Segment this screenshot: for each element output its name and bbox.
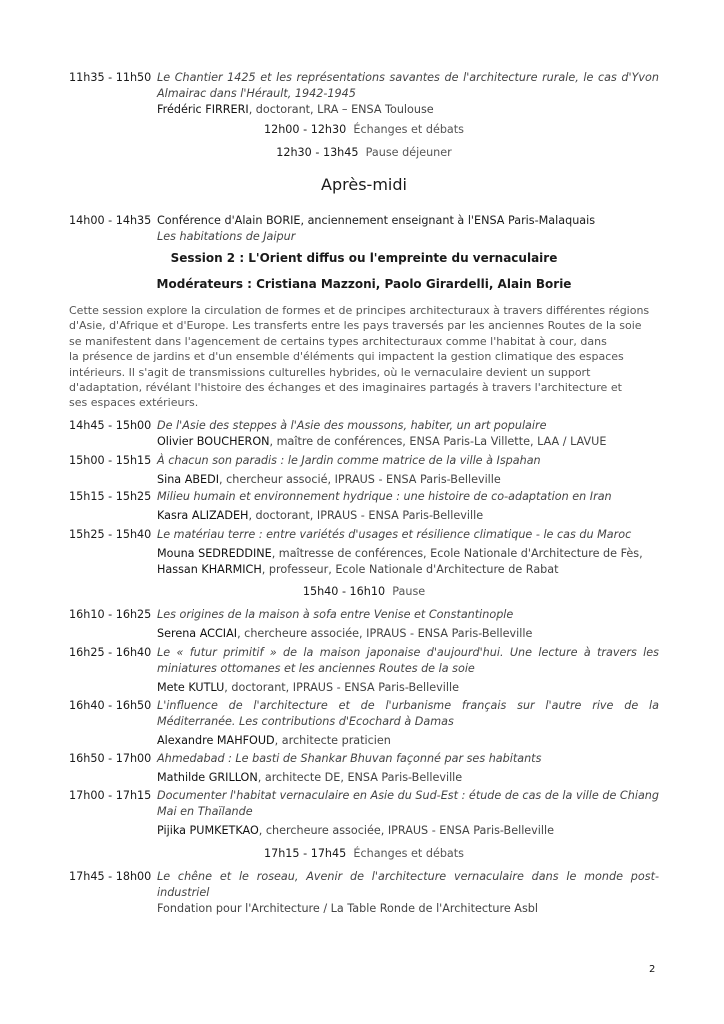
break-time: 12h30 - 13h45 bbox=[276, 146, 359, 159]
entry-time: 14h45 - 15h00 bbox=[69, 419, 152, 432]
speaker-role: , doctorant, IPRAUS - ENSA Paris-Belleville bbox=[248, 509, 484, 522]
entry-time: 16h10 - 16h25 bbox=[69, 608, 152, 621]
talk-title: Le chêne et le roseau, Avenir de l'architecture vernaculaire dans le monde post-industriel bbox=[157, 870, 659, 899]
speaker bbox=[157, 626, 659, 642]
break-label: Échanges et débats bbox=[353, 123, 464, 136]
program-entry bbox=[69, 489, 659, 524]
intro-line: la présence de jardins et d'un ensemble d'éléments qui impactent la gestion climatique des espaces bbox=[69, 350, 624, 364]
break-debate bbox=[69, 122, 659, 138]
talk-title: À chacun son paradis : le Jardin comme matrice de la ville à Ispahan bbox=[157, 454, 541, 467]
break-label: Échanges et débats bbox=[353, 847, 464, 860]
intro-line: se manifestent dans l'agencement de certains types architecturaux comme l'habitat à cour, dans bbox=[69, 334, 607, 348]
break-label: Pause bbox=[392, 585, 426, 598]
intro-line: Cette session explore la circulation de formes et de principes architecturaux à travers différentes régions bbox=[69, 304, 650, 317]
speaker-name: Frédéric FIRRERI bbox=[157, 103, 249, 116]
intro-line: ses espaces extérieurs. bbox=[69, 396, 199, 410]
intro-line: d'Asie, d'Afrique et d'Europe. Les transferts entre les pays traversés par les anciennes Routes de la soie bbox=[69, 319, 642, 333]
program-entry bbox=[69, 607, 659, 642]
speaker-name: Mouna SEDREDDINE bbox=[157, 547, 272, 560]
speaker-name: Alexandre MAHFOUD bbox=[157, 734, 275, 747]
speaker-role: , maître de conférences, ENSA Paris-La Villette, LAA / LAVUE bbox=[269, 435, 607, 448]
entry-time: 14h00 - 14h35 bbox=[69, 214, 152, 227]
talk-title: De l'Asie des steppes à l'Asie des moussons, habiter, un art populaire bbox=[157, 419, 547, 432]
speaker-name: Mathilde GRILLON bbox=[157, 771, 258, 784]
intro-line: intérieurs. Il s'agit de transmissions culturelles hybrides, où le vernaculaire devient un support bbox=[69, 365, 591, 379]
speaker-name: Sina ABEDI bbox=[157, 473, 220, 486]
speaker-role: , architecte DE, ENSA Paris-Belleville bbox=[257, 771, 463, 784]
speaker-role: , doctorant, IPRAUS - ENSA Paris-Belleville bbox=[224, 681, 459, 694]
moderators: Modérateurs : Cristiana Mazzoni, Paolo Girardelli, Alain Borie bbox=[156, 277, 572, 291]
organizer-line: Fondation pour l'Architecture / La Table Ronde de l'Architecture Asbl bbox=[157, 902, 538, 915]
speaker bbox=[157, 733, 659, 749]
speaker bbox=[157, 770, 659, 786]
entry-time: 16h25 - 16h40 bbox=[69, 646, 152, 659]
break-time: 17h15 - 17h45 bbox=[263, 847, 347, 860]
entry-time: 16h50 - 17h00 bbox=[69, 752, 152, 765]
speaker-name: Olivier BOUCHERON bbox=[157, 435, 270, 448]
afternoon-heading: Après-midi bbox=[321, 175, 407, 194]
program-entry bbox=[69, 869, 659, 917]
break-label: Pause déjeuner bbox=[365, 146, 452, 159]
speaker bbox=[157, 546, 659, 562]
entry-time: 15h25 - 15h40 bbox=[69, 528, 152, 541]
session-intro bbox=[69, 303, 659, 411]
program-entry bbox=[69, 698, 659, 749]
talk-title: Documenter l'habitat vernaculaire en Asie du Sud-Est : étude de cas de la ville de Chiang Mai en Thaïlande bbox=[157, 789, 659, 818]
entry-time: 17h45 - 18h00 bbox=[69, 870, 152, 883]
program-entry bbox=[69, 70, 659, 118]
session-title: Session 2 : L'Orient diffus ou l'empreinte du vernaculaire bbox=[170, 251, 558, 265]
speaker-role: , chercheure associée, IPRAUS - ENSA Paris-Belleville bbox=[237, 627, 533, 640]
program-entry bbox=[69, 418, 659, 450]
talk-title: Les origines de la maison à sofa entre Venise et Constantinople bbox=[157, 608, 514, 621]
program-entry bbox=[69, 453, 659, 488]
speaker-role: , architecte praticien bbox=[274, 734, 391, 747]
talk-title: Le matériau terre : entre variétés d'usages et résilience climatique - le cas du Maroc bbox=[157, 528, 632, 541]
break-time: 12h00 - 12h30 bbox=[263, 123, 347, 136]
speaker bbox=[157, 680, 659, 696]
speaker-name: Kasra ALIZADEH bbox=[157, 509, 249, 522]
program-entry bbox=[69, 645, 659, 696]
talk-title: Le Chantier 1425 et les représentations savantes de l'architecture rurale, le cas d'Yvon Almairac dans l'Hérault, 1942-1945 bbox=[157, 71, 659, 100]
intro-line: d'adaptation, révélant l'histoire des échanges et des imaginaires partagés à travers l'architecture et bbox=[69, 381, 622, 395]
speaker-role: , doctorant, LRA – ENSA Toulouse bbox=[248, 103, 434, 116]
entry-time: 16h40 - 16h50 bbox=[69, 699, 152, 712]
program-entry bbox=[69, 788, 659, 839]
speaker-name: Mete KUTLU bbox=[157, 681, 225, 694]
entry-time: 17h00 - 17h15 bbox=[69, 789, 152, 802]
speaker bbox=[157, 562, 659, 578]
speaker-name: Serena ACCIAI bbox=[157, 627, 238, 640]
talk-title: L'influence de l'architecture et de l'urbanisme français sur l'autre rive de la Méditerranée. Les contributions d'Ecochard à Damas bbox=[157, 699, 659, 728]
speaker-role: , maîtresse de conférences, Ecole Nationale d'Architecture de Fès, bbox=[271, 547, 643, 560]
talk-title: Milieu humain et environnement hydrique : une histoire de co-adaptation en Iran bbox=[157, 490, 612, 503]
entry-time: 15h15 - 15h25 bbox=[69, 490, 152, 503]
talk-title: Le « futur primitif » de la maison japonaise d'aujourd'hui. Une lecture à travers les miniatures ottomanes et les anciennes Routes de la soie bbox=[157, 646, 659, 675]
program-entry bbox=[69, 527, 659, 578]
speaker bbox=[157, 823, 659, 839]
entry-time: 11h35 - 11h50 bbox=[69, 71, 152, 84]
page-number: 2 bbox=[649, 964, 656, 975]
speaker bbox=[157, 508, 659, 524]
conference-entry bbox=[69, 213, 659, 245]
speaker-role: , chercheur associé, IPRAUS - ENSA Paris-Belleville bbox=[219, 473, 501, 486]
speaker bbox=[157, 102, 659, 118]
conference-line: Conférence d'Alain BORIE, anciennement enseignant à l'ENSA Paris-Malaquais bbox=[157, 214, 596, 227]
break-lunch bbox=[69, 145, 659, 161]
break-debate bbox=[69, 846, 659, 862]
speaker-name: Pijika PUMKETKAO bbox=[157, 824, 259, 837]
talk-title: Ahmedabad : Le basti de Shankar Bhuvan façonné par ses habitants bbox=[157, 752, 542, 765]
entry-time: 15h00 - 15h15 bbox=[69, 454, 152, 467]
speaker-name: Hassan KHARMICH bbox=[157, 563, 262, 576]
break-time: 15h40 - 16h10 bbox=[302, 585, 386, 598]
speaker bbox=[157, 434, 659, 450]
speaker bbox=[157, 472, 659, 488]
speaker-role: , chercheure associée, IPRAUS - ENSA Paris-Belleville bbox=[258, 824, 555, 837]
break-pause bbox=[69, 584, 659, 600]
conference-title: Les habitations de Jaipur bbox=[157, 230, 296, 243]
program-entry bbox=[69, 751, 659, 786]
speaker-role: , professeur, Ecole Nationale d'Architecture de Rabat bbox=[261, 563, 559, 576]
